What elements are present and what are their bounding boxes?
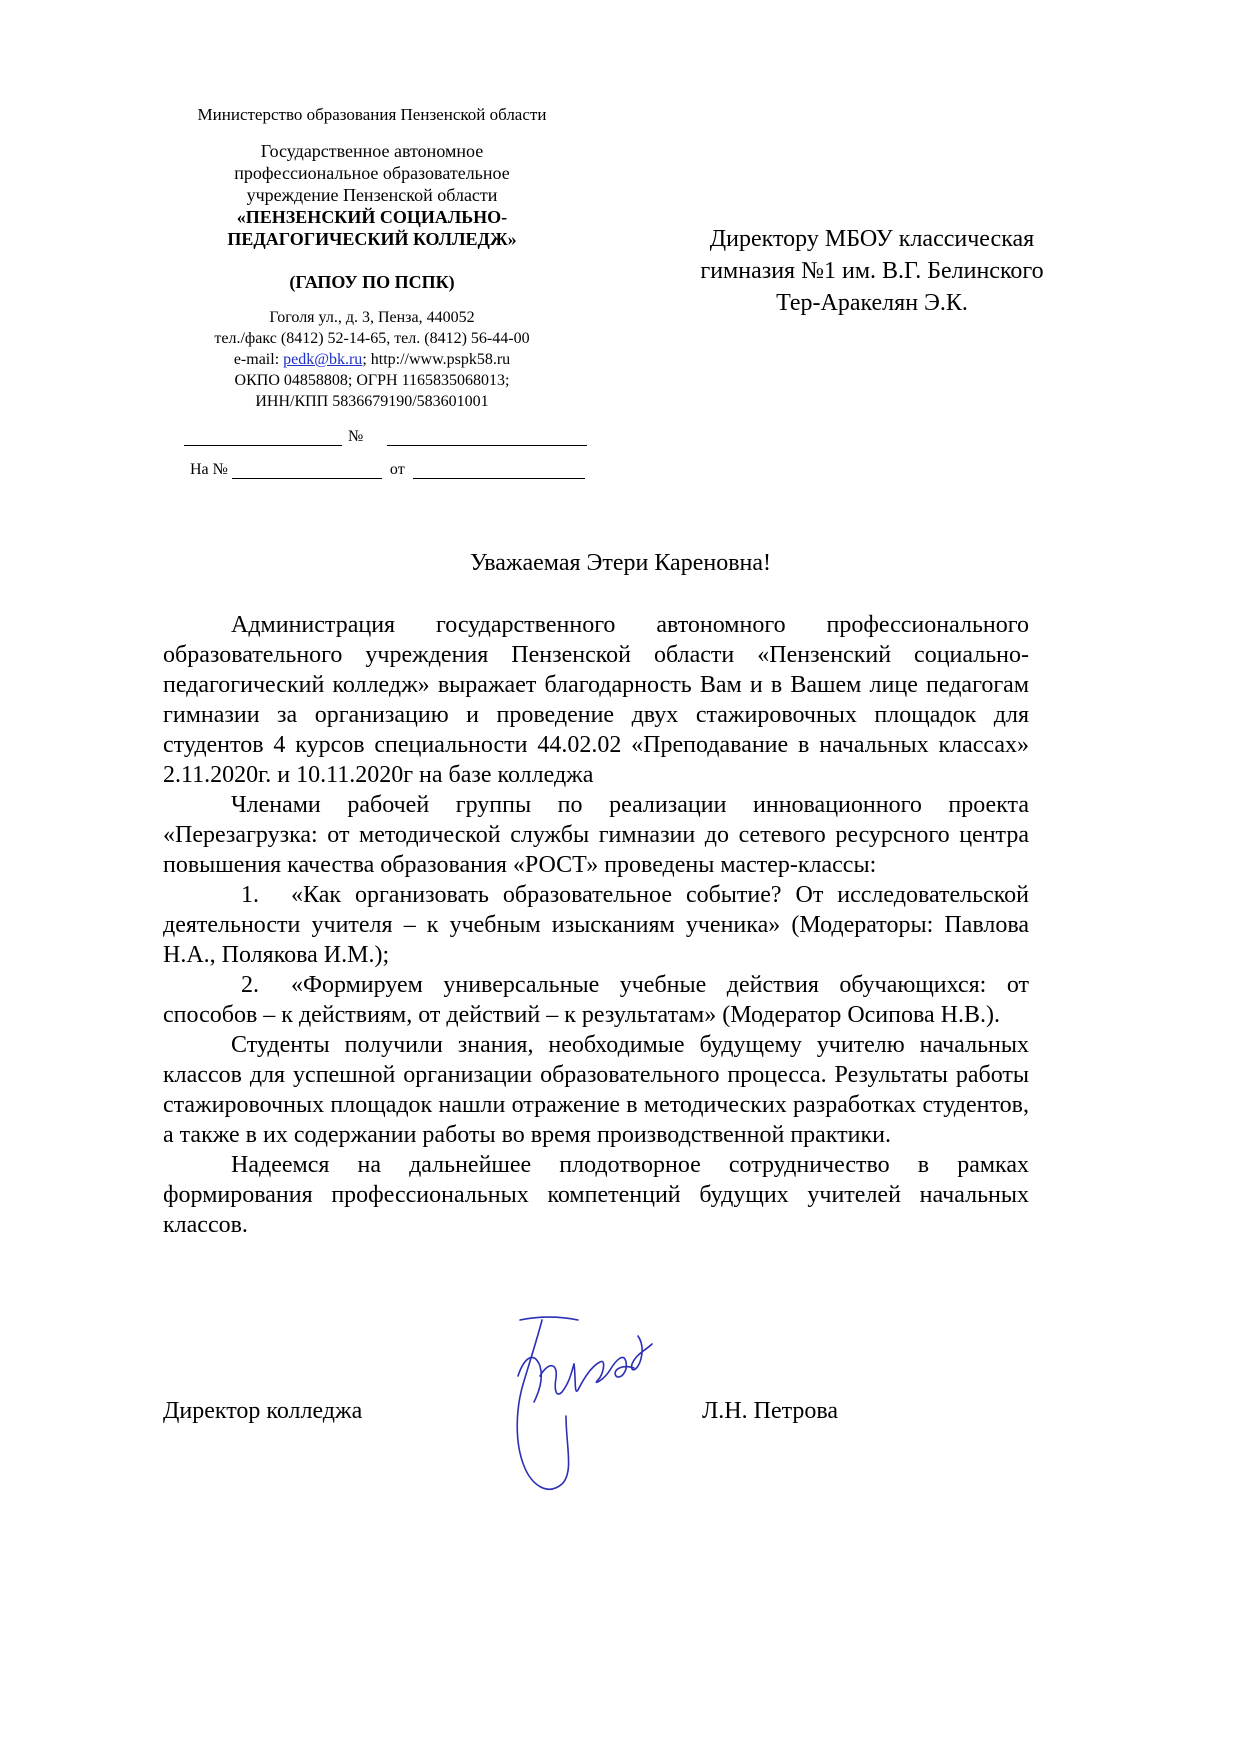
addressee — [676, 223, 1068, 319]
body-paragraph-2: Членами рабочей группы по реализации инновационного проекта «Перезагрузка: от методической службы гимназии до сетевого ресурсного центра повышения качества образования «РОСТ» проведены мастер-классы: — [163, 792, 1029, 878]
institution-name-line-2: ПЕДАГОГИЧЕСКИЙ КОЛЛЕДЖ» — [227, 229, 517, 249]
ministry-name: Министерство образования Пензенской области — [197, 105, 547, 124]
list-item-1-text: «Как организовать образовательное событие? От исследовательской деятельности учителя – к учебным изысканиям ученика» (Модераторы: Павлова Н.А., Полякова И.М.); — [163, 882, 1029, 968]
reference-from: от — [389, 461, 405, 478]
institution-type-line-2: профессиональное образовательное — [234, 163, 510, 183]
body-paragraph-4: Надеемся на дальнейшее плодотворное сотрудничество в рамках формирования профессиональных компетенций будущих учителей начальных классов. — [163, 1152, 1029, 1238]
registration-codes: ОКПО 04858808; ОГРН 1165835068013; — [234, 372, 510, 389]
outgoing-date-blank — [184, 429, 342, 446]
list-item-2-number: 2. — [241, 972, 259, 998]
reference-prefix: На № — [190, 461, 228, 478]
signature-icon — [500, 1306, 670, 1506]
handwritten-signature — [500, 1306, 670, 1511]
outgoing-number-blank — [387, 429, 587, 446]
list-item-1 — [163, 880, 1029, 970]
email-prefix: e-mail: — [233, 351, 284, 368]
list-item-1-number: 1. — [241, 882, 259, 908]
list-item-2-text: «Формируем универсальные учебные действия обучающихся: от способов – к действиям, от действий – к результатам» (Модератор Осипова Н.В.). — [163, 972, 1029, 1028]
institution-abbreviation: (ГАПОУ ПО ПСПК) — [289, 272, 455, 292]
institution-type-line-1: Государственное автономное — [260, 141, 484, 161]
outgoing-number-row — [184, 428, 587, 446]
reference-number-row — [190, 461, 585, 479]
reference-number-blank — [232, 462, 382, 479]
email-website-line — [170, 349, 574, 370]
postal-address: Гоголя ул., д. 3, Пенза, 440052 — [269, 309, 475, 326]
letter-body — [163, 610, 1029, 1240]
addressee-line-2: гимназия №1 им. В.Г. Белинского — [700, 258, 1044, 284]
body-paragraph-1: Администрация государственного автономного профессионального образовательного учреждения Пензенской области «Пензенский социально-педагогический колледж» выражает благодарность Вам и в Вашем лице педагогам гимназии за организацию и проведение двух стажировочных площадок для студентов 4 курсов специальности 44.02.02 «Преподавание в начальных классах» 2.11.2020г. и 10.11.2020г на базе колледжа — [163, 612, 1029, 788]
institution-type-line-3: учреждение Пензенской области — [246, 185, 498, 205]
website-text: ; http://www.pspk58.ru — [362, 351, 511, 368]
institution-name-line-1: «ПЕНЗЕНСКИЙ СОЦИАЛЬНО- — [236, 207, 508, 227]
body-paragraph-3: Студенты получили знания, необходимые будущему учителю начальных классов для успешной организации образовательного процесса. Результаты работы стажировочных площадок нашли отражение в методических разработках студентов, а также в их содержании работы во время производственной практики. — [163, 1032, 1029, 1148]
salutation: Уважаемая Этери Кареновна! — [469, 550, 772, 576]
number-sign: № — [348, 428, 364, 445]
addressee-line-1: Директору МБОУ классическая — [709, 226, 1035, 252]
signer-name: Л.Н. Петрова — [702, 1398, 839, 1424]
list-item-2 — [163, 970, 1029, 1030]
tax-ids: ИНН/КПП 5836679190/583601001 — [255, 393, 489, 410]
email-link[interactable]: pedk@bk.ru — [283, 351, 363, 368]
signer-position: Директор колледжа — [163, 1398, 363, 1424]
letterhead — [170, 104, 574, 412]
reference-date-blank — [413, 462, 585, 479]
addressee-line-3: Тер-Аракелян Э.К. — [776, 290, 968, 316]
phone-numbers: тел./факс (8412) 52-14-65, тел. (8412) 56-44-00 — [214, 330, 530, 347]
